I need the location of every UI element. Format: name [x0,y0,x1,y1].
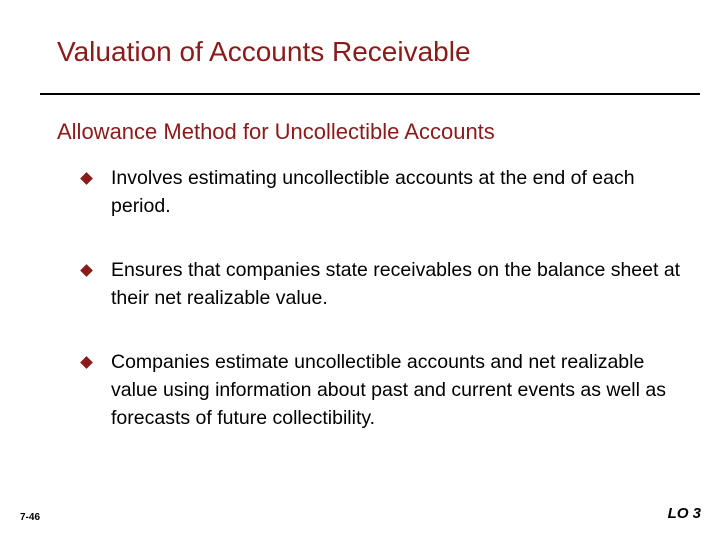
slide-subtitle: Allowance Method for Uncollectible Accounts [57,119,495,144]
slide-title: Valuation of Accounts Receivable [57,36,471,67]
bullet-text: Companies estimate uncollectible accounts and net realizable value using information about past and current events as well as forecasts of future collectibility. [111,351,666,429]
title-divider [40,93,700,95]
list-item [77,348,697,432]
slide-number: 7-46 [20,512,41,523]
diamond-bullet-icon [80,264,93,277]
diamond-bullet-icon [80,172,93,185]
diamond-bullet-icon [80,356,93,369]
list-item [77,164,697,220]
bullet-list [77,164,697,432]
list-item [77,256,697,312]
learning-objective-label: LO 3 [667,505,701,522]
bullet-text: Involves estimating uncollectible accounts at the end of each period. [111,167,635,217]
bullet-text: Ensures that companies state receivables on the balance sheet at their net realizable value. [111,259,681,309]
